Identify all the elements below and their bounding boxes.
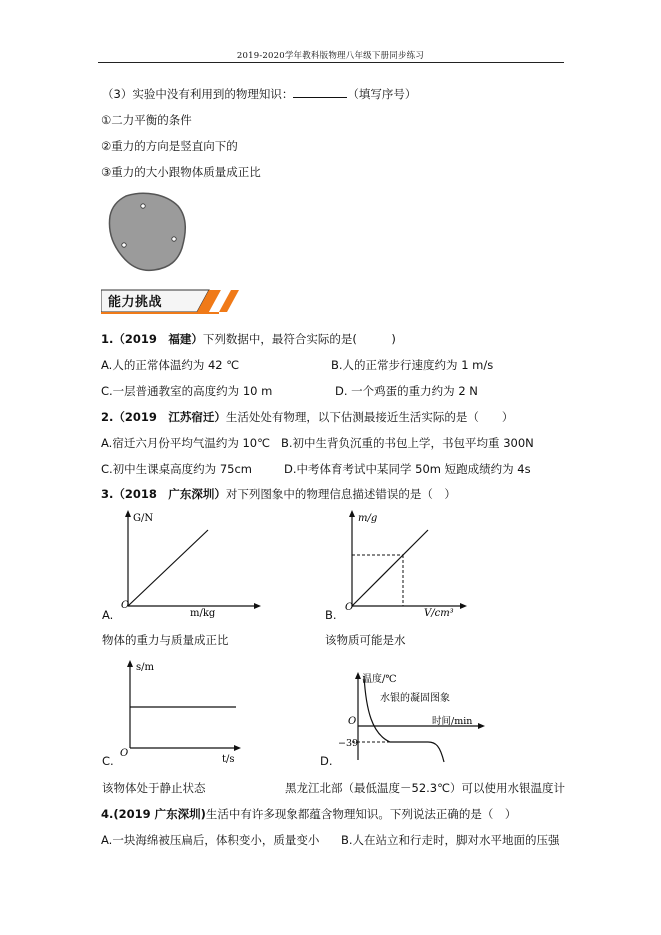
q3-line — [102, 86, 416, 102]
p1-option-d: D. 一个鸡蛋的重力约为 2 N — [335, 384, 478, 398]
graph-b-origin: O — [345, 602, 354, 613]
p3-stem: 对下列图象中的物理信息描述错误的是（ ） — [225, 487, 456, 501]
p1-source: （2019 福建） — [113, 332, 203, 346]
p1-option-a: A.人的正常体温约为 42 ℃ — [101, 358, 240, 372]
p3-a-desc: 物体的重力与质量成正比 — [102, 633, 229, 647]
p2-option-b: B.初中生背负沉重的书包上学，书包平均重 300N — [281, 436, 534, 450]
p4-option-a: A.一块海绵被压扁后，体积变小，质量变小 — [101, 833, 320, 847]
q3-blank[interactable] — [293, 87, 347, 98]
p3-number: 3. — [101, 487, 114, 501]
p4-option-b: B.人在站立和行走时，脚对水平地面的压强 — [341, 833, 560, 847]
p4-number: 4. — [101, 807, 114, 821]
p1-stem: 下列数据中，最符合实际的是( ) — [202, 332, 396, 346]
graph-a-ylabel: G/N — [133, 513, 154, 524]
p3-b-letter: B. — [325, 608, 337, 622]
q3-option-3: ③重力的大小跟物体质量成正比 — [101, 165, 261, 179]
q3-suffix: （填写序号） — [347, 87, 417, 101]
graph-a-origin: O — [121, 600, 130, 611]
p3-stem-line — [101, 486, 456, 502]
graph-b — [336, 508, 476, 618]
header-rule — [98, 62, 564, 63]
graph-c-origin: O — [120, 748, 129, 759]
section-banner-text: 能力挑战 — [108, 295, 163, 310]
graph-a-xlabel: m/kg — [190, 608, 216, 618]
graph-a — [112, 508, 262, 618]
p1-number: 1. — [101, 332, 114, 346]
p3-source: （2018 广东深圳） — [113, 487, 226, 501]
graph-c — [112, 656, 252, 764]
graph-b-line — [352, 530, 428, 606]
graph-a-line — [128, 530, 208, 606]
p2-option-d: D.中考体育考试中某同学 50m 短跑成绩约为 4s — [284, 462, 531, 476]
p2-stem-line — [101, 409, 513, 425]
p2-source: （2019 江苏宿迁） — [113, 410, 226, 424]
hole-2 — [122, 243, 126, 247]
graph-d — [332, 664, 492, 764]
p3-a-letter: A. — [102, 608, 114, 622]
graph-d-xlabel: 时间/min — [432, 716, 473, 727]
hole-1 — [141, 204, 145, 208]
q3-prefix: （3）实验中没有利用到的物理知识： — [102, 87, 294, 101]
p3-c-desc: 该物体处于静止状态 — [102, 781, 206, 795]
p4-stem: 生活中有许多现象都蕴含物理知识。下列说法正确的是（ ） — [205, 807, 517, 821]
graph-c-ylabel: s/m — [136, 662, 154, 673]
p4-stem-line — [101, 806, 516, 822]
graph-b-ylabel: m/g — [358, 513, 378, 524]
graph-c-xlabel: t/s — [222, 754, 235, 764]
q3-option-1: ①二力平衡的条件 — [101, 113, 192, 127]
q3-option-2: ②重力的方向是竖直向下的 — [101, 139, 238, 153]
hole-3 — [172, 237, 176, 241]
graph-d-title: 水银的凝固图象 — [380, 693, 450, 704]
p1-option-c: C.一层普通教室的高度约为 10 m — [101, 384, 273, 398]
graph-d-origin: O — [348, 716, 357, 727]
p2-number: 2. — [101, 410, 114, 424]
p2-stem: 生活处处有物理，以下估测最接近生活实际的是（ ） — [225, 410, 514, 424]
graph-b-xlabel: V/cm³ — [424, 608, 454, 618]
p1-option-b: B.人的正常步行速度约为 1 m/s — [331, 358, 494, 372]
page-header: 2019-2020学年教科版物理八年级下册同步练习 — [236, 51, 425, 61]
p2-option-c: C.初中生课桌高度约为 75cm — [101, 462, 252, 476]
p2-option-a: A.宿迁六月份平均气温约为 10℃ — [101, 436, 271, 450]
p4-source: (2019 广东深圳) — [113, 807, 206, 821]
graph-d-ylabel: 温度/℃ — [362, 674, 397, 685]
p3-b-desc: 该物质可能是水 — [325, 633, 406, 647]
p3-c-letter: C. — [102, 754, 114, 768]
graph-d-tick: −39 — [338, 738, 359, 749]
irregular-plate-figure — [104, 190, 190, 272]
p1-stem-line — [101, 331, 396, 347]
p3-d-desc: 黑龙江北部（最低温度－52.3℃）可以使用水银温度计 — [285, 781, 566, 795]
p3-d-letter: D. — [320, 754, 333, 768]
